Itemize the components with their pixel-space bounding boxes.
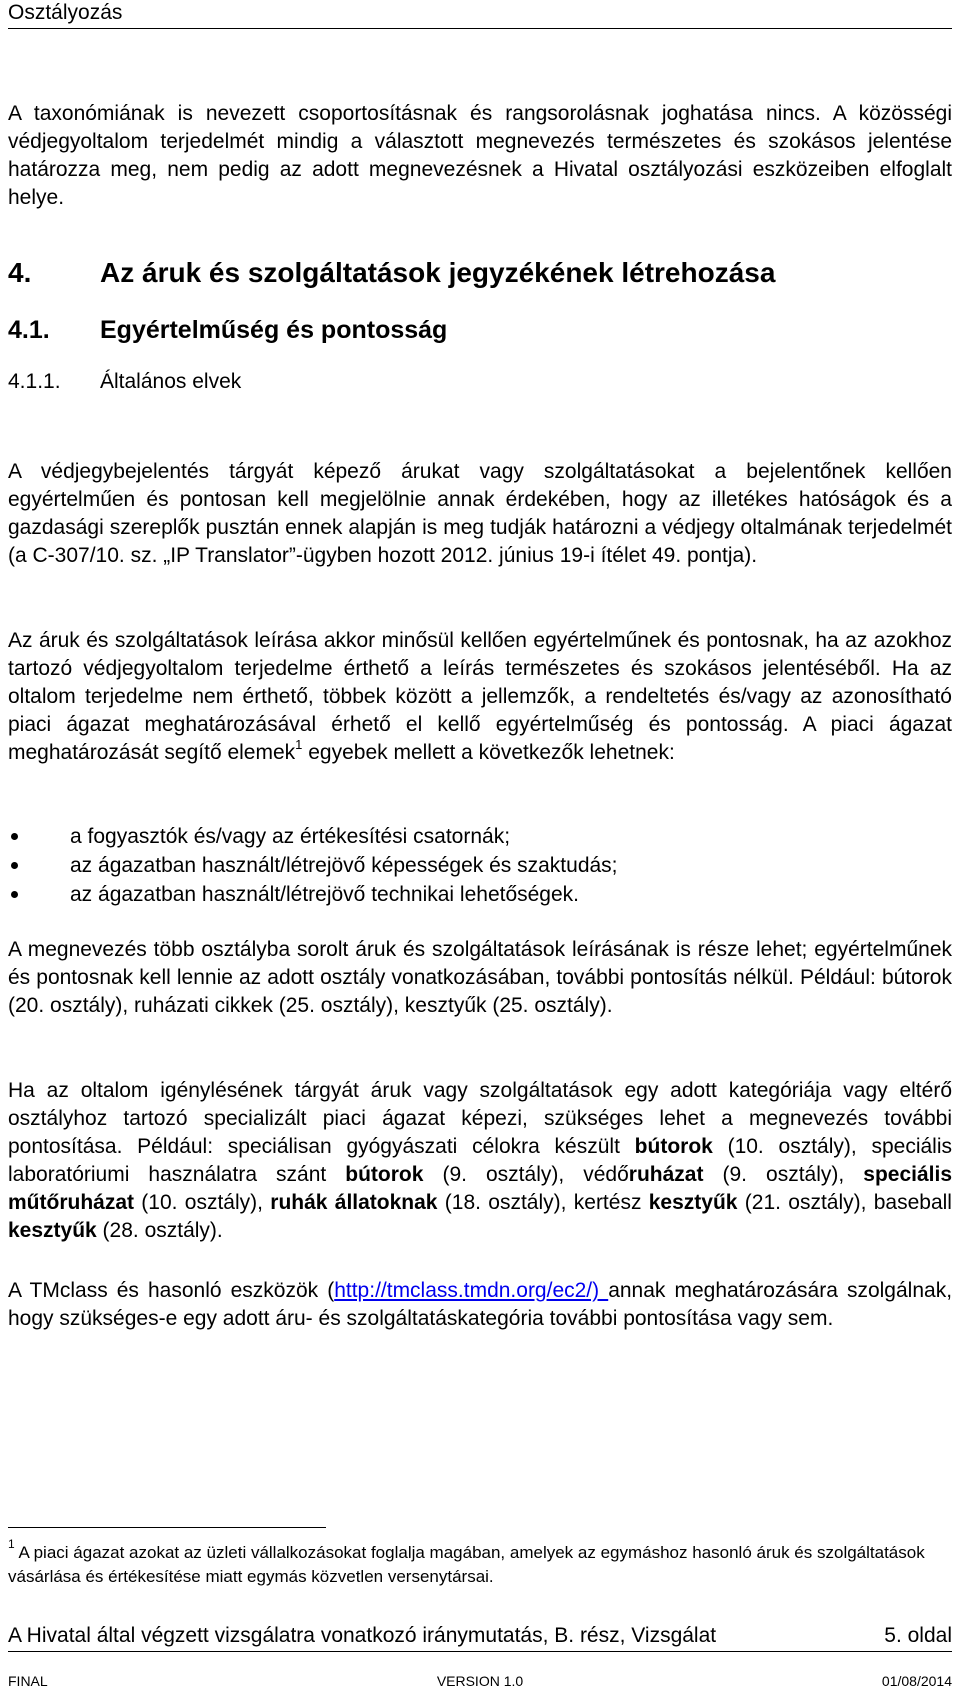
paragraph-multiple-classes: A megnevezés több osztályba sorolt áruk és szolgáltatások leírásának is része lehet; egyértelműnek és pontosnak kell lennie az adott osztály vonatkozásában, további pontosítás nélkül. Például: bútorok (20. osztály), ruházati cikkek (25. osztály), kesztyűk (25. osztály).: [8, 938, 952, 1017]
bold-term: kesztyűk: [8, 1219, 97, 1242]
bold-term: speciális műtőruházat: [8, 1163, 952, 1214]
section-heading: [8, 256, 775, 290]
footnote: [8, 1537, 948, 1589]
list-item: az ágazatban használt/létrejövő technikai lehetőségek.: [8, 880, 952, 909]
section-number: 4.: [8, 257, 32, 288]
bold-term: ruházat: [628, 1163, 704, 1186]
bullet-icon: [11, 891, 18, 898]
paragraph-clarity-text: Az áruk és szolgáltatások leírása akkor minősül kellően egyértelműnek és pontosnak, ha az azokhoz tartozó védjegyoltalom terjedelme érthető a leírás természetes és szokásos jelentéséből. Ha az oltalom terjedelme nem érthető, többek között a jellemzők, a rendeltetés és/vagy az azonosítható piaci ágazat meghatározásával érhető el kellő egyértelműség és pontosság. A piaci ágazat meghatározását segítő elemek: [8, 629, 952, 764]
bullet-icon: [11, 833, 18, 840]
footer-status: FINAL: [8, 1673, 48, 1689]
subsubsection-title: Általános elvek: [100, 370, 242, 393]
page-footer: [8, 1623, 952, 1652]
paragraph-specialised-sector: Ha az oltalom igénylésének tárgyát áruk vagy szolgáltatások egy adott kategóriája vagy eltérő osztályhoz tartozó specializált piaci ágazat képezi, szükséges lehet a megnevezés további pontosítása. Például: speciálisan gyógyászati célokra készült bútorok (10. osztály), speciális laboratóriumi használatra szánt bútorok (9. osztály), védőruházat (9. osztály), speciális műtőruházat (10. osztály), ruhák állatoknak (18. osztály), kertész kesztyűk (21. osztály), baseball kesztyűk (28. osztály).: [8, 1079, 952, 1242]
list-item: az ágazatban használt/létrejövő képességek és szaktudás;: [8, 851, 952, 880]
subsection-title: Egyértelműség és pontosság: [100, 316, 448, 344]
paragraph-tmclass: A TMclass és hasonló eszközök (http://tmclass.tmdn.org/ec2/) annak meghatározására szolgálnak, hogy szükséges-e egy adott áru- és szolgáltatáskategória további pontosítása vagy sem.: [8, 1279, 953, 1330]
footnote-text: A piaci ágazat azokat az üzleti vállalkozásokat foglalja magában, amelyek az egymáshoz hasonló áruk és szolgáltatások vásárlása és értékesítése miatt egymás közvetlen versenytársai.: [8, 1543, 925, 1586]
footer-date: 01/08/2014: [881, 1673, 952, 1689]
bullet-icon: [11, 862, 18, 869]
bullet-list: [8, 822, 952, 909]
footer-version: VERSION 1.0: [436, 1673, 524, 1689]
bold-term: bútorok: [345, 1163, 424, 1186]
subsubsection-number: 4.1.1.: [8, 370, 61, 393]
intro-paragraph: A taxonómiának is nevezett csoportosításnak és rangsorolásnak joghatása nincs. A közösségi védjegyoltalom terjedelmét mindig a választott megnevezés természetes és szokásos jelentése határozza meg, nem pedig az adott megnevezésnek a Hivatal osztályozási eszközeiben elfoglalt helye.: [8, 102, 952, 209]
footnote-number: 1: [8, 1537, 15, 1552]
subsubsection-heading: [8, 368, 241, 396]
bold-term: kesztyűk: [648, 1191, 738, 1214]
subsection-number: 4.1.: [8, 316, 50, 344]
tmclass-link[interactable]: http://tmclass.tmdn.org/ec2/): [334, 1279, 609, 1302]
footer-meta: [8, 1672, 952, 1690]
page-header-title: Osztályozás: [8, 0, 952, 29]
footer-page-number: 5. oldal: [884, 1624, 952, 1647]
paragraph-clarity: [8, 627, 952, 767]
footnote-separator: [8, 1527, 326, 1528]
subsection-heading: [8, 314, 447, 346]
footer-document-title: A Hivatal által végzett vizsgálatra vonatkozó iránymutatás, B. rész, Vizsgálat: [8, 1624, 717, 1647]
bold-term: bútorok: [634, 1135, 713, 1158]
paragraph-clarity-tail: egyebek mellett a következők lehetnek:: [302, 741, 675, 764]
section-title: Az áruk és szolgáltatások jegyzékének létrehozása: [100, 257, 776, 288]
paragraph-general-principles: A védjegybejelentés tárgyát képező árukat vagy szolgáltatásokat a bejelentőnek kellően egyértelműen és pontosan kell megjelölnie annak érdekében, hogy az illetékes hatóságok és a gazdasági szereplők pusztán ennek alapján is meg tudják határozni a védjegy oltalmának terjedelmét (a C-307/10. sz. „IP Translator”-ügyben hozott 2012. június 19-i ítélet 49. pontja).: [8, 460, 952, 567]
list-item: a fogyasztók és/vagy az értékesítési csatornák;: [8, 822, 952, 851]
footnote-reference[interactable]: 1: [295, 737, 303, 752]
bold-term: ruhák állatoknak: [270, 1191, 438, 1214]
